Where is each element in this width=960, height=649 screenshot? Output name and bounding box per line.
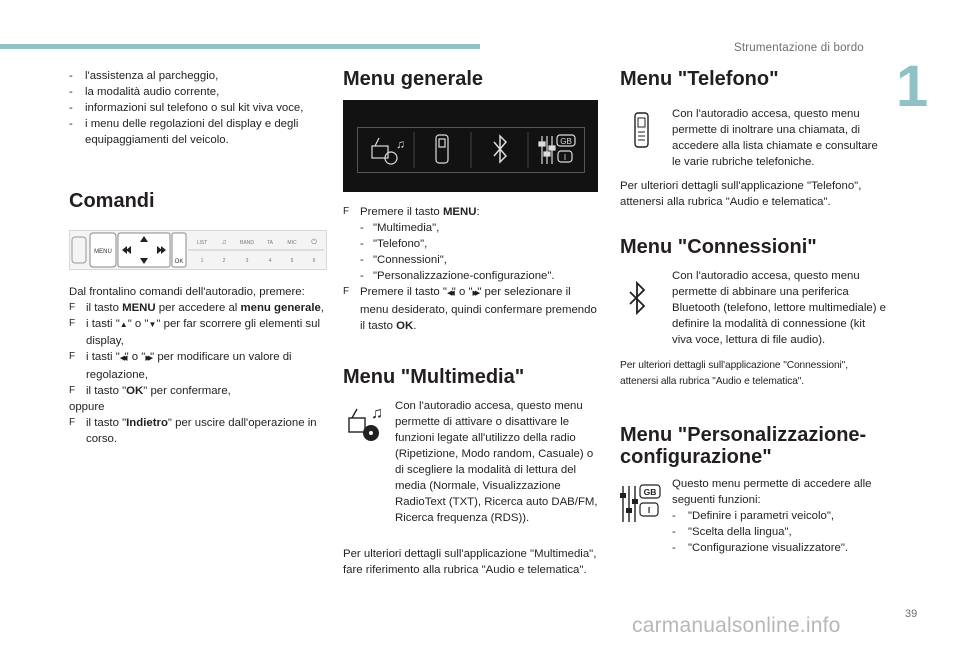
svg-text:♫: ♫ bbox=[396, 137, 405, 151]
step-text: " o " bbox=[451, 286, 473, 298]
step-back bbox=[69, 415, 327, 447]
step-text: , bbox=[320, 302, 325, 314]
gb-label: GB bbox=[643, 487, 657, 497]
step-key: OK bbox=[126, 385, 144, 397]
arrow-marker-icon: F bbox=[343, 206, 350, 217]
step-key: Indietro bbox=[126, 417, 168, 429]
display-screenshot bbox=[343, 100, 598, 192]
step-text: per accedere al bbox=[155, 302, 241, 314]
menu-option: - "Telefono", bbox=[343, 236, 601, 252]
multimedia-icon bbox=[343, 400, 387, 444]
control-panel-drawing bbox=[70, 231, 326, 269]
settings-icon bbox=[539, 135, 575, 164]
display-gb-label: GB bbox=[560, 137, 572, 146]
menu-option: - "Multimedia", bbox=[343, 220, 601, 236]
step-key: OK bbox=[396, 320, 414, 332]
intro-item: - i menu delle regolazioni del display e degli equipaggiamenti del veicolo. bbox=[69, 116, 327, 148]
step-text: " per far scorrere gli elementi sul display, bbox=[86, 318, 320, 347]
connessioni-heading: Menu "Connessioni" bbox=[620, 236, 817, 258]
multimedia-description: Con l'autoradio accesa, questo menu permette di attivare o disattivare le funzioni legate all'utilizzo della radio (Ripetizione, Modo random, Casuale) o di scegliere la modalità di lettura del media (Normale, Visualizzazione RadioText (TXT), Ricerca auto DAB/FM, Ricerca frequenza (RDS)). bbox=[395, 400, 598, 524]
step-text: Premere il tasto bbox=[360, 206, 443, 218]
display-menu-bar bbox=[357, 127, 585, 173]
rewind-icon: ◀◀ bbox=[446, 290, 452, 297]
settings-icon bbox=[618, 482, 666, 526]
fast-forward-icon: ▶▶ bbox=[145, 355, 151, 362]
telefono-reference: Per ulteriori dettagli sull'applicazione "Telefono", attenersi alla rubrica "Audio e telematica". bbox=[620, 180, 862, 208]
step-text: i tasti " bbox=[86, 318, 120, 330]
arrow-marker-icon: F bbox=[343, 286, 350, 297]
display-menu-icons bbox=[358, 128, 584, 172]
step-modify bbox=[69, 349, 327, 383]
personalizzazione-list bbox=[672, 508, 888, 556]
multimedia-section bbox=[343, 398, 601, 526]
panel-power-icon: ⏻ bbox=[311, 239, 317, 246]
panel-menu-label: MENU bbox=[94, 249, 112, 255]
personalizzazione-item: - "Scelta della lingua", bbox=[672, 524, 888, 540]
telefono-heading: Menu "Telefono" bbox=[620, 68, 779, 90]
panel-ta-label: TA bbox=[266, 240, 274, 246]
comandi-heading: Comandi bbox=[69, 190, 155, 212]
menu-generale-heading: Menu generale bbox=[343, 68, 484, 90]
bluetooth-icon bbox=[620, 278, 664, 322]
step-key: MENU bbox=[442, 206, 477, 218]
column-middle bbox=[343, 60, 601, 578]
page-number: 39 bbox=[905, 608, 918, 620]
down-arrow-icon: ▼ bbox=[148, 320, 157, 329]
svg-text:♫: ♫ bbox=[371, 405, 383, 422]
step-text: " per confermare, bbox=[143, 385, 231, 397]
i-label: I bbox=[647, 505, 651, 515]
step-key: menu generale bbox=[240, 302, 321, 314]
personalizzazione-section bbox=[620, 476, 888, 556]
display-i-label: I bbox=[563, 153, 567, 162]
oppure-text: oppure bbox=[69, 401, 105, 413]
header-accent-bar bbox=[0, 44, 480, 49]
intro-item: - l'assistenza al parcheggio, bbox=[69, 68, 327, 84]
multimedia-reference: Per ulteriori dettagli sull'applicazione "Multimedia", fare riferimento alla rubrica "Audio e telematica". bbox=[343, 548, 597, 576]
panel-music-icon: ♫ bbox=[221, 239, 227, 246]
panel-list-label: LIST bbox=[196, 240, 208, 246]
watermark-text: carmanualsonline.info bbox=[632, 614, 841, 637]
step-text: : bbox=[476, 206, 480, 218]
fast-forward-icon: ▶▶ bbox=[472, 290, 478, 297]
step-scroll bbox=[69, 316, 327, 349]
personalizzazione-item: - "Configurazione visualizzatore". bbox=[672, 540, 888, 556]
step-confirm bbox=[69, 383, 327, 399]
connessioni-description: Con l'autoradio accesa, questo menu permette di abbinare una periferica Bluetooth (telefono, lettore multimediale) e definire la modalità di connessione (kit viva voce, lettura di file audio). bbox=[672, 270, 887, 346]
step-text: Premere il tasto " bbox=[360, 286, 447, 298]
personalizzazione-description: Questo menu permette di accedere alle seguenti funzioni: bbox=[672, 478, 872, 506]
step-key: MENU bbox=[122, 302, 156, 314]
menu-option: - "Connessioni", bbox=[343, 252, 601, 268]
control-panel-illustration bbox=[69, 230, 327, 270]
step-text: . bbox=[413, 320, 417, 332]
intro-item: - la modalità audio corrente, bbox=[69, 84, 327, 100]
step-text: " per selezionare il menu desiderato, quindi confermare premendo il tasto bbox=[360, 286, 597, 332]
panel-num: 1 bbox=[200, 258, 204, 264]
personalizzazione-item: - "Definire i parametri veicolo", bbox=[672, 508, 888, 524]
phone-icon bbox=[436, 135, 448, 163]
telefono-description: Con l'autoradio accesa, questo menu permette di inoltrare una chiamata, di accedere alla lista chiamate e consultare le varie rubriche telefoniche. bbox=[672, 108, 878, 168]
column-left bbox=[69, 68, 327, 447]
up-arrow-icon: ▲ bbox=[119, 320, 128, 329]
connessioni-section bbox=[620, 268, 888, 348]
step-text: " o " bbox=[124, 351, 146, 363]
rewind-icon: ◀◀ bbox=[119, 355, 125, 362]
step-text: " per modificare un valore di regolazione, bbox=[86, 351, 292, 381]
bluetooth-icon bbox=[494, 136, 506, 162]
step-text: il tasto " bbox=[86, 417, 127, 429]
panel-ok-label: OK bbox=[174, 259, 184, 265]
arrow-marker-icon: F bbox=[69, 385, 76, 396]
intro-list bbox=[69, 68, 327, 148]
personalizzazione-heading: Menu "Personalizzazione-configurazione" bbox=[620, 424, 867, 468]
telefono-section bbox=[620, 106, 888, 170]
arrow-marker-icon: F bbox=[69, 302, 76, 313]
panel-num: 4 bbox=[268, 258, 272, 264]
comandi-intro: Dal frontalino comandi dell'autoradio, premere: bbox=[69, 286, 305, 298]
panel-num: 3 bbox=[245, 258, 249, 264]
chapter-number: 1 bbox=[896, 54, 929, 119]
panel-num: 5 bbox=[290, 258, 294, 264]
step-text: " o " bbox=[127, 318, 149, 330]
panel-num: 6 bbox=[312, 258, 316, 264]
arrow-marker-icon: F bbox=[69, 351, 76, 362]
arrow-marker-icon: F bbox=[69, 417, 76, 428]
menu-option: - "Personalizzazione-configurazione". bbox=[343, 268, 601, 284]
phone-icon bbox=[620, 110, 664, 154]
step-text: il tasto bbox=[86, 302, 123, 314]
arrow-marker-icon: F bbox=[69, 318, 76, 329]
step-text: il tasto " bbox=[86, 385, 127, 397]
section-header-title: Strumentazione di bordo bbox=[734, 42, 864, 54]
step-select-menu bbox=[343, 284, 601, 334]
step-press-menu bbox=[343, 204, 601, 220]
panel-num: 2 bbox=[222, 258, 226, 264]
column-right bbox=[620, 60, 888, 556]
step-text: i tasti " bbox=[86, 351, 120, 363]
intro-item: - informazioni sul telefono o sul kit viva voce, bbox=[69, 100, 327, 116]
step-text: " per uscire dall'operazione in corso. bbox=[86, 417, 317, 445]
connessioni-reference: Per ulteriori dettagli sull'applicazione "Connessioni", attenersi alla rubrica "Audio e telematica". bbox=[620, 360, 848, 387]
panel-mic-label: MIC bbox=[287, 240, 297, 246]
panel-band-label: BAND bbox=[240, 240, 254, 246]
multimedia-heading: Menu "Multimedia" bbox=[343, 366, 525, 388]
multimedia-icon bbox=[372, 137, 405, 164]
step-menu bbox=[69, 300, 327, 316]
